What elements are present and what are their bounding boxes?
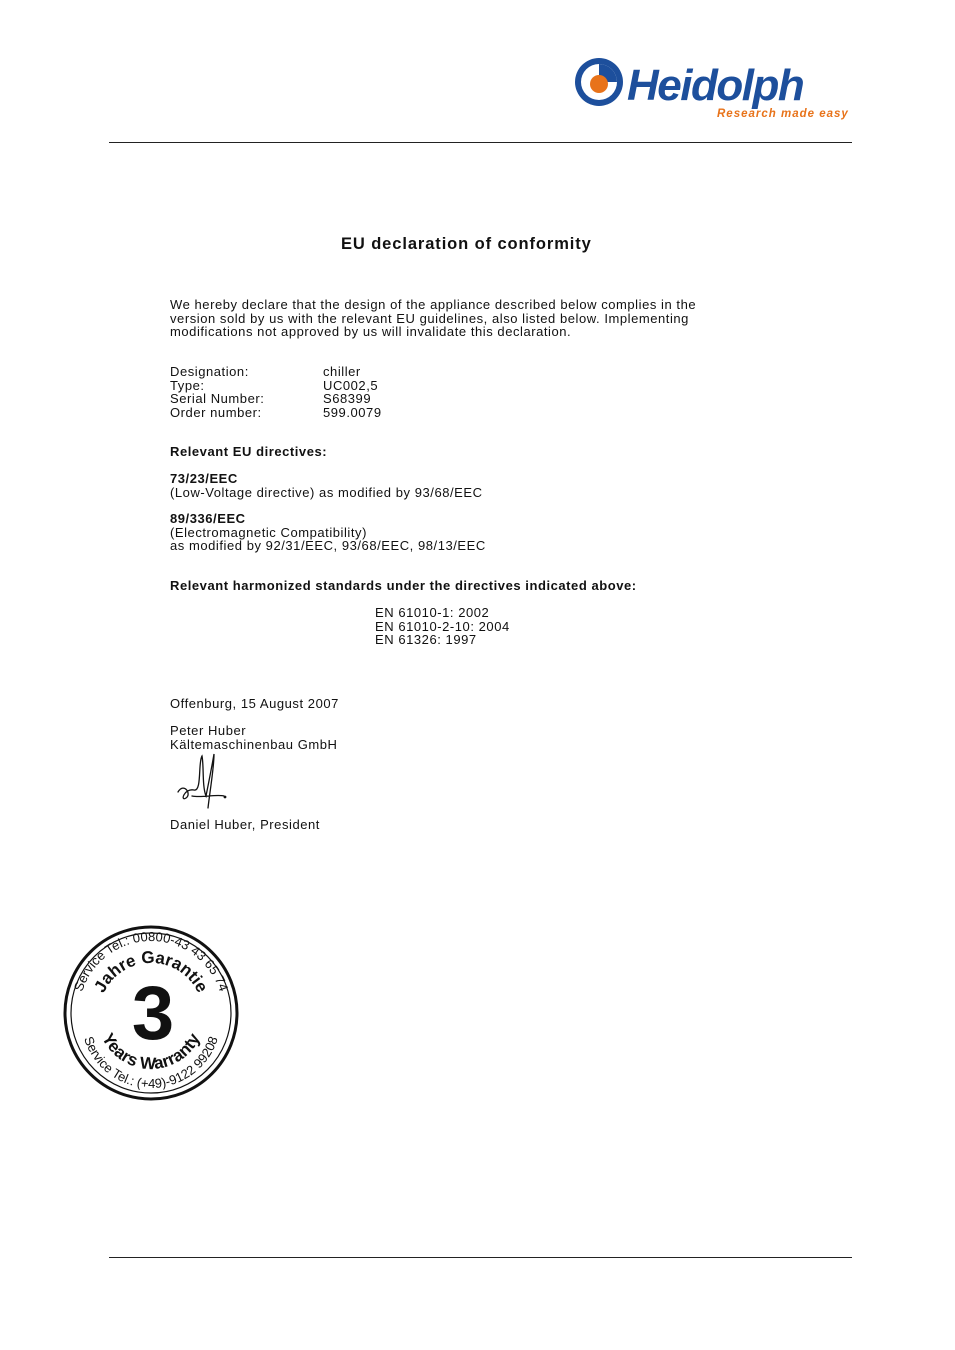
detail-label: Designation: — [170, 364, 249, 379]
appliance-details — [170, 365, 382, 419]
company-line: Peter Huber — [170, 723, 247, 738]
intro-line: version sold by us with the relevant EU guidelines, also listed below. Implementing — [170, 310, 689, 326]
stamp-inner-top: Jahre Garantie — [90, 947, 212, 996]
standard-item: EN 61010-2-10: 2004 — [375, 618, 510, 634]
directive-code: 73/23/EEC — [170, 471, 238, 486]
standard-item: EN 61326: 1997 — [375, 632, 477, 648]
directive-line: as modified by 92/31/EEC, 93/68/EEC, 98/13/EEC — [170, 538, 486, 554]
document-title: EU declaration of conformity — [341, 235, 592, 253]
footer-rule — [109, 1257, 852, 1258]
detail-row — [170, 379, 382, 393]
signatory-name: Daniel Huber, President — [170, 817, 320, 832]
directive-code: 89/336/EEC — [170, 511, 246, 526]
stamp-number: 3 — [131, 971, 175, 1056]
detail-label: Type: — [170, 377, 205, 393]
logo-wordmark: Heidolph — [627, 61, 804, 110]
standards-heading: Relevant harmonized standards under the directives indicated above: — [170, 578, 637, 593]
detail-row — [170, 392, 382, 406]
company-block — [170, 724, 337, 751]
detail-value: S68399 — [323, 391, 372, 407]
standards-list — [375, 606, 510, 647]
detail-label: Serial Number: — [170, 391, 265, 407]
place-date: Offenburg, 15 August 2007 — [170, 696, 339, 711]
detail-row — [170, 365, 382, 379]
stamp-inner-bottom: Years Warranty — [98, 1029, 204, 1074]
directive-item — [170, 472, 483, 499]
stamp-bottom-arc: Service Tel.: (+49)-9122 99208 — [81, 1034, 221, 1092]
detail-value: 599.0079 — [323, 404, 382, 420]
standard-item: EN 61010-1: 2002 — [375, 605, 490, 620]
warranty-stamp — [61, 923, 241, 1103]
heidolph-logo — [573, 56, 858, 126]
intro-paragraph — [170, 298, 696, 339]
detail-row — [170, 406, 382, 420]
logo-tagline: Research made easy — [717, 108, 849, 120]
logo-emblem-icon — [573, 56, 625, 108]
detail-value: UC002,5 — [323, 377, 379, 393]
detail-value: chiller — [323, 364, 361, 379]
intro-line: We hereby declare that the design of the appliance described below complies in the — [170, 297, 697, 312]
company-line: Kältemaschinenbau GmbH — [170, 736, 338, 752]
directive-item — [170, 512, 486, 553]
directives-heading: Relevant EU directives: — [170, 444, 328, 459]
detail-label: Order number: — [170, 404, 262, 420]
directive-line: (Electromagnetic Compatibility) — [170, 524, 367, 540]
signature-image — [172, 752, 234, 814]
stamp-top-arc: Service Tel.: 00800-43 43 65 74 — [70, 928, 232, 994]
directive-line: (Low-Voltage directive) as modified by 93/68/EEC — [170, 484, 483, 500]
intro-line: modifications not approved by us will invalidate this declaration. — [170, 324, 572, 340]
header-rule — [109, 142, 852, 143]
